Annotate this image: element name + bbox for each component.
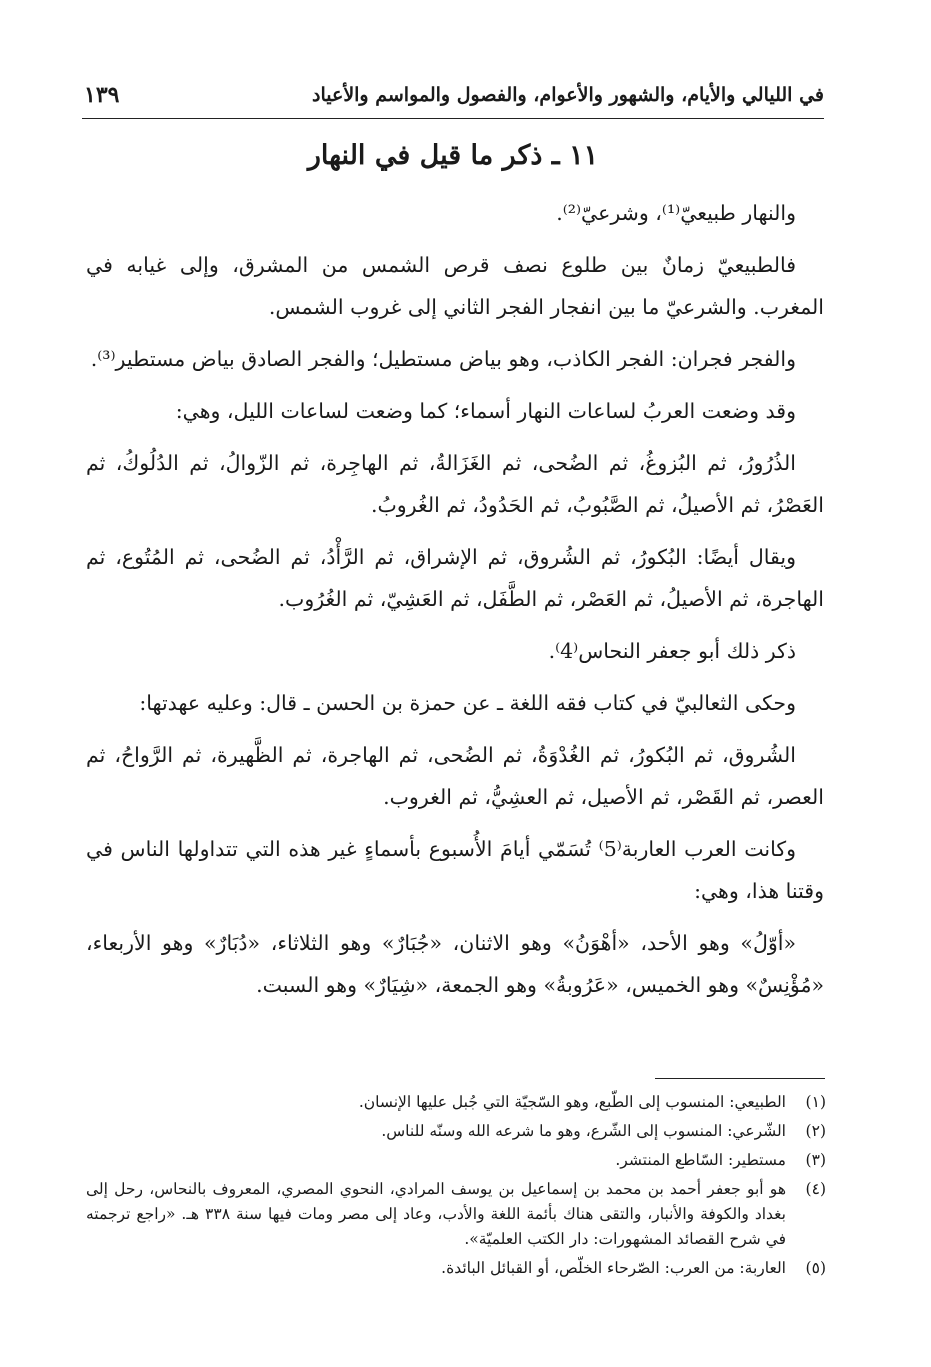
- footnote-number: (٣): [805, 1151, 826, 1169]
- section-title: ١١ ـ ذكر ما قيل في النهار: [307, 140, 599, 171]
- page-number: ١٣٩: [84, 82, 120, 108]
- footnote: [86, 1177, 826, 1252]
- footnote: [86, 1148, 826, 1173]
- paragraph: «أوّلُ» وهو الأحد، «أهْوَنُ» وهو الاثنان، «جُبَارٌ» وهو الثلاثاء، «دُبَارٌ» وهو الأربعاء، «مُؤْنِسٌ» وهو الخميس، «عَرُوبةُ» وهو الجمعة، «شِيَارٌ» وهو السبت.: [86, 931, 824, 997]
- footnote-text: مستطير: السّاطع المنتشر.: [615, 1151, 786, 1169]
- footnote-text: هو أبو جعفر أحمد بن محمد بن إسماعيل بن يوسف المرادي، النحوي المصري، المعروف بالنحاس، رحل إلى بغداد والكوفة والأنبار، والتقى هناك بأئمة اللغة والأدب، وعاد إلى مصر ومات فيها سنة ٣٣٨ هـ. «راجع ترجمته في شرح القصائد المشهورات: دار الكتب العلميّة».: [86, 1180, 786, 1248]
- paragraph: وحكى الثعالبيّ في كتاب فقه اللغة ـ عن حمزة بن الحسن ـ قال: وعليه عهدتها:: [139, 691, 796, 715]
- footnote-text: الشّرعي: المنسوب إلى الشّرع، وهو ما شرعه الله وسنّه للناس.: [381, 1122, 786, 1140]
- footnote: [86, 1119, 826, 1144]
- footnote-number: (٢): [805, 1122, 826, 1140]
- paragraph: الشُروق، ثم البُكورُ، ثم الغُدْوَةُ، ثم الضُحى، ثم الهاجرة، ثم الظَّهيرة، ثم الرَّواحُ، ثم العصر، ثم القَصْر، ثم الأصيل، ثم العشِيُّ، ثم الغروب.: [86, 743, 824, 809]
- paragraph: ويقال أيضًا: البُكورُ، ثم الشُروق، ثم الإشراق، ثم الرَّأْدُ، ثم الضُحى، ثم المُتُوع، ثم الهاجرة، ثم الأصيلُ، ثم العَصْر، ثم الطَّفَل، ثم العَشِيّ، ثم الغُرُوب.: [86, 545, 824, 611]
- footnotes: [86, 1090, 826, 1285]
- paragraph: وقد وضعت العربُ لساعات النهار أسماء؛ كما وضعت لساعات الليل، وهي:: [175, 399, 796, 423]
- footnote-rule: [655, 1078, 825, 1079]
- footnote: [86, 1090, 826, 1115]
- paragraph: وكانت العرب العاربة⁽5⁾ تُسَمّي أيامَ الأُسبوع بأسماءٍ غير هذه التي تتداولها الناس في وقتنا هذا، وهي:: [86, 837, 824, 903]
- running-header: [82, 78, 824, 118]
- running-title: في الليالي والأيام، والشهور والأعوام، والفصول والمواسم والأعياد: [312, 84, 824, 106]
- body-text: [86, 192, 824, 1016]
- header-rule: [82, 118, 824, 119]
- paragraph: فالطبيعيّ زمانٌ بين طلوع نصف قرص الشمس من المشرق، وإلى غيابه في المغرب. والشرعيّ ما بين انفجار الفجر الثاني إلى غروب الشمس.: [86, 253, 824, 319]
- footnote-number: (١): [805, 1093, 826, 1111]
- footnote-text: الطبيعي: المنسوب إلى الطّبع، وهو السّجيّة التي جُبل عليها الإنسان.: [358, 1093, 786, 1111]
- footnote-text: العاربة: من العرب: الصّرحاء الخلّص، أو القبائل البائدة.: [441, 1259, 786, 1277]
- footnote: [86, 1256, 826, 1281]
- paragraph: والنهار طبيعيّ⁽¹⁾، وشرعيّ⁽²⁾.: [556, 201, 796, 225]
- paragraph: ذكر ذلك أبو جعفر النحاس⁽4⁾.: [548, 639, 796, 663]
- footnote-number: (٥): [805, 1259, 826, 1277]
- paragraph: والفجر فجران: الفجر الكاذب، وهو بياض مستطيل؛ والفجر الصادق بياض مستطير⁽³⁾.: [90, 347, 796, 371]
- footnote-number: (٤): [805, 1180, 826, 1198]
- paragraph: الذُرُورُ، ثم البُزوغُ، ثم الضُحى، ثم الغَزَالةُ، ثم الهاجِرة، ثم الزّوالُ، ثم الدُلُوكُ، ثم العَصْرُ، ثم الأصيلُ، ثم الصَّبُوبُ، ثم الحَدُودُ، ثم الغُروبُ.: [86, 451, 824, 517]
